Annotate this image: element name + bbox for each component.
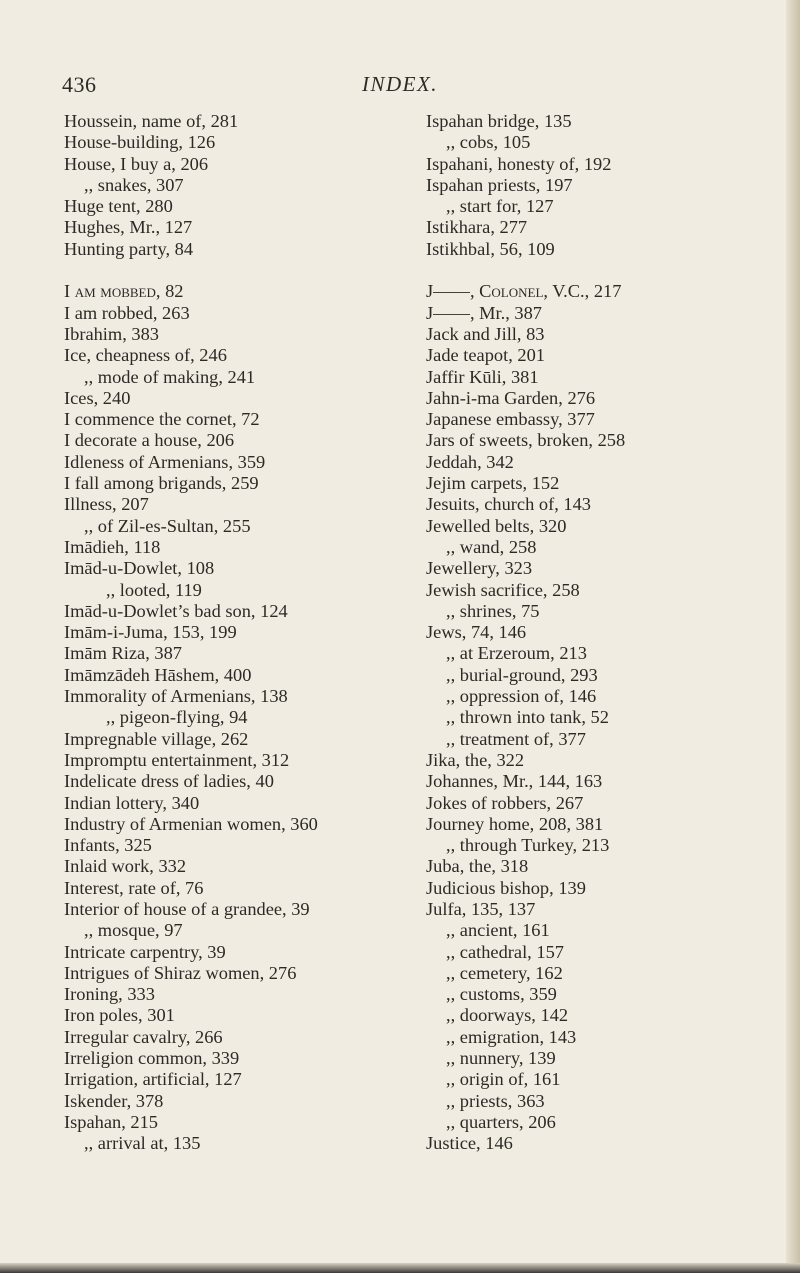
index-entry: Indelicate dress of ladies, 40 <box>64 771 274 792</box>
index-entry: Ibrahim, 383 <box>64 323 159 344</box>
index-entry: Imām-i-Juma, 153, 199 <box>64 622 237 643</box>
index-entry: Jewish sacrifice, 258 <box>426 579 580 600</box>
index-subentry: ,, thrown into tank, 52 <box>446 707 609 728</box>
index-entry: Ispahan bridge, 135 <box>426 111 572 131</box>
index-subentry: ,, priests, 363 <box>446 1090 545 1111</box>
index-subentry: ,, cathedral, 157 <box>446 941 564 962</box>
index-subentry: ,, shrines, 75 <box>446 600 540 621</box>
index-entry: Irregular cavalry, 266 <box>64 1026 223 1047</box>
index-entry: Jejim carpets, 152 <box>426 473 560 494</box>
index-subentry: ,, snakes, 307 <box>84 174 184 195</box>
index-subentry: ,, pigeon-flying, 94 <box>106 707 248 728</box>
entry-gap <box>426 260 796 281</box>
running-title: INDEX. <box>361 72 439 96</box>
index-entry: Iskender, 378 <box>64 1090 164 1111</box>
index-entry: Jokes of robbers, 267 <box>426 792 584 813</box>
index-entry: House, I buy a, 206 <box>64 153 209 174</box>
index-entry: Hughes, Mr., 127 <box>64 217 193 238</box>
index-entry: Istikhara, 277 <box>426 217 528 238</box>
index-subentry: ,, emigration, 143 <box>446 1026 577 1047</box>
index-entry: Impregnable village, 262 <box>64 728 249 749</box>
index-entry: Ispahan, 215 <box>64 1111 158 1132</box>
index-subentry: ,, wand, 258 <box>446 536 537 557</box>
page-header <box>0 72 800 102</box>
index-entry: Jahn-i-ma Garden, 276 <box>426 387 596 408</box>
index-entry: Julfa, 135, 137 <box>426 898 536 919</box>
index-subentry: ,, treatment of, 377 <box>446 728 586 749</box>
index-column-left <box>64 111 404 1155</box>
index-entry: Ispahani, honesty of, 192 <box>426 153 612 174</box>
index-subentry: ,, ancient, 161 <box>446 920 550 941</box>
index-subentry: ,, cemetery, 162 <box>446 962 563 983</box>
page-number: 436 <box>62 72 97 97</box>
index-entry: Johannes, Mr., 144, 163 <box>426 771 603 792</box>
index-entry: Infants, 325 <box>64 835 152 856</box>
index-subentry: ,, looted, 119 <box>106 579 202 600</box>
index-entry: Intrigues of Shiraz women, 276 <box>64 962 297 983</box>
index-entry: Houssein, name of, 281 <box>64 111 239 131</box>
index-entry: Interior of house of a grandee, 39 <box>64 898 310 919</box>
index-entry: Immorality of Armenians, 138 <box>64 686 288 707</box>
index-entry: Illness, 207 <box>64 494 149 515</box>
index-entry: Imāmzādeh Hāshem, 400 <box>64 664 252 685</box>
index-entry: I am robbed, 263 <box>64 302 190 323</box>
index-entry: Istikhbal, 56, 109 <box>426 238 555 259</box>
index-entry: Iron poles, 301 <box>64 1005 175 1026</box>
index-subentry: ,, start for, 127 <box>446 196 554 217</box>
index-entry: Interest, rate of, 76 <box>64 877 204 898</box>
index-subentry: ,, through Turkey, 213 <box>446 835 610 856</box>
index-entry: Jewellery, 323 <box>426 558 533 579</box>
index-entry: Journey home, 208, 381 <box>426 813 604 834</box>
index-entry: Justice, 146 <box>426 1133 513 1154</box>
index-subentry: ,, nunnery, 139 <box>446 1048 556 1069</box>
index-entry: I am mobbed, 82 <box>64 281 184 302</box>
index-entry: Hunting party, 84 <box>64 238 194 259</box>
index-entry: I fall among brigands, 259 <box>64 473 259 494</box>
index-entry: Jaffir Kūli, 381 <box>426 366 539 387</box>
index-entry: Impromptu entertainment, 312 <box>64 749 290 770</box>
index-entry: Jeddah, 342 <box>426 451 514 472</box>
index-subentry: ,, arrival at, 135 <box>84 1133 201 1154</box>
index-entry: Industry of Armenian women, 360 <box>64 813 318 834</box>
index-entry: Irrigation, artificial, 127 <box>64 1069 242 1090</box>
page-bottom-edge <box>0 1263 800 1273</box>
index-entry: J——, Colonel, V.C., 217 <box>426 281 622 302</box>
index-entry: Ice, cheapness of, 246 <box>64 345 227 366</box>
index-subentry: ,, customs, 359 <box>446 984 557 1005</box>
index-entry: Irreligion common, 339 <box>64 1048 240 1069</box>
index-entry: Ironing, 333 <box>64 984 155 1005</box>
index-entry: Huge tent, 280 <box>64 196 173 217</box>
index-column-right <box>426 111 796 1155</box>
index-entry: Japanese embassy, 377 <box>426 409 595 430</box>
index-subentry: ,, of Zil-es-Sultan, 255 <box>84 515 251 536</box>
index-entry: Imād-u-Dowlet’s bad son, 124 <box>64 600 288 621</box>
index-entry: Inlaid work, 332 <box>64 856 187 877</box>
index-entry: House-building, 126 <box>64 132 216 153</box>
index-entry: Imām Riza, 387 <box>64 643 182 664</box>
index-entry: Intricate carpentry, 39 <box>64 941 226 962</box>
index-entry: Juba, the, 318 <box>426 856 529 877</box>
index-entry: Jade teapot, 201 <box>426 345 545 366</box>
index-subentry: ,, mode of making, 241 <box>84 366 256 387</box>
index-subentry: ,, doorways, 142 <box>446 1005 569 1026</box>
index-entry: Jars of sweets, broken, 258 <box>426 430 626 451</box>
index-entry: I decorate a house, 206 <box>64 430 235 451</box>
index-entry: I commence the cornet, 72 <box>64 409 260 430</box>
index-entry: Jews, 74, 146 <box>426 622 527 643</box>
index-subentry: ,, origin of, 161 <box>446 1069 561 1090</box>
index-entry: Imād-u-Dowlet, 108 <box>64 558 215 579</box>
index-subentry: ,, burial-ground, 293 <box>446 664 598 685</box>
index-subentry: ,, cobs, 105 <box>446 132 531 153</box>
index-entry: Ispahan priests, 197 <box>426 174 573 195</box>
index-subentry: ,, at Erzeroum, 213 <box>446 643 587 664</box>
index-entry: Jesuits, church of, 143 <box>426 494 591 515</box>
index-entry: Imādieh, 118 <box>64 536 161 557</box>
index-entry: Jewelled belts, 320 <box>426 515 567 536</box>
index-entry: Ices, 240 <box>64 387 131 408</box>
index-entry: J——, Mr., 387 <box>426 302 542 323</box>
index-subentry: ,, mosque, 97 <box>84 920 183 941</box>
index-entry: Idleness of Armenians, 359 <box>64 451 266 472</box>
index-entry: Jika, the, 322 <box>426 749 525 770</box>
index-subentry: ,, quarters, 206 <box>446 1111 556 1132</box>
index-entry: Jack and Jill, 83 <box>426 323 545 344</box>
entry-gap <box>64 260 404 281</box>
index-subentry: ,, oppression of, 146 <box>446 686 597 707</box>
index-entry: Judicious bishop, 139 <box>426 877 586 898</box>
index-entry: Indian lottery, 340 <box>64 792 200 813</box>
